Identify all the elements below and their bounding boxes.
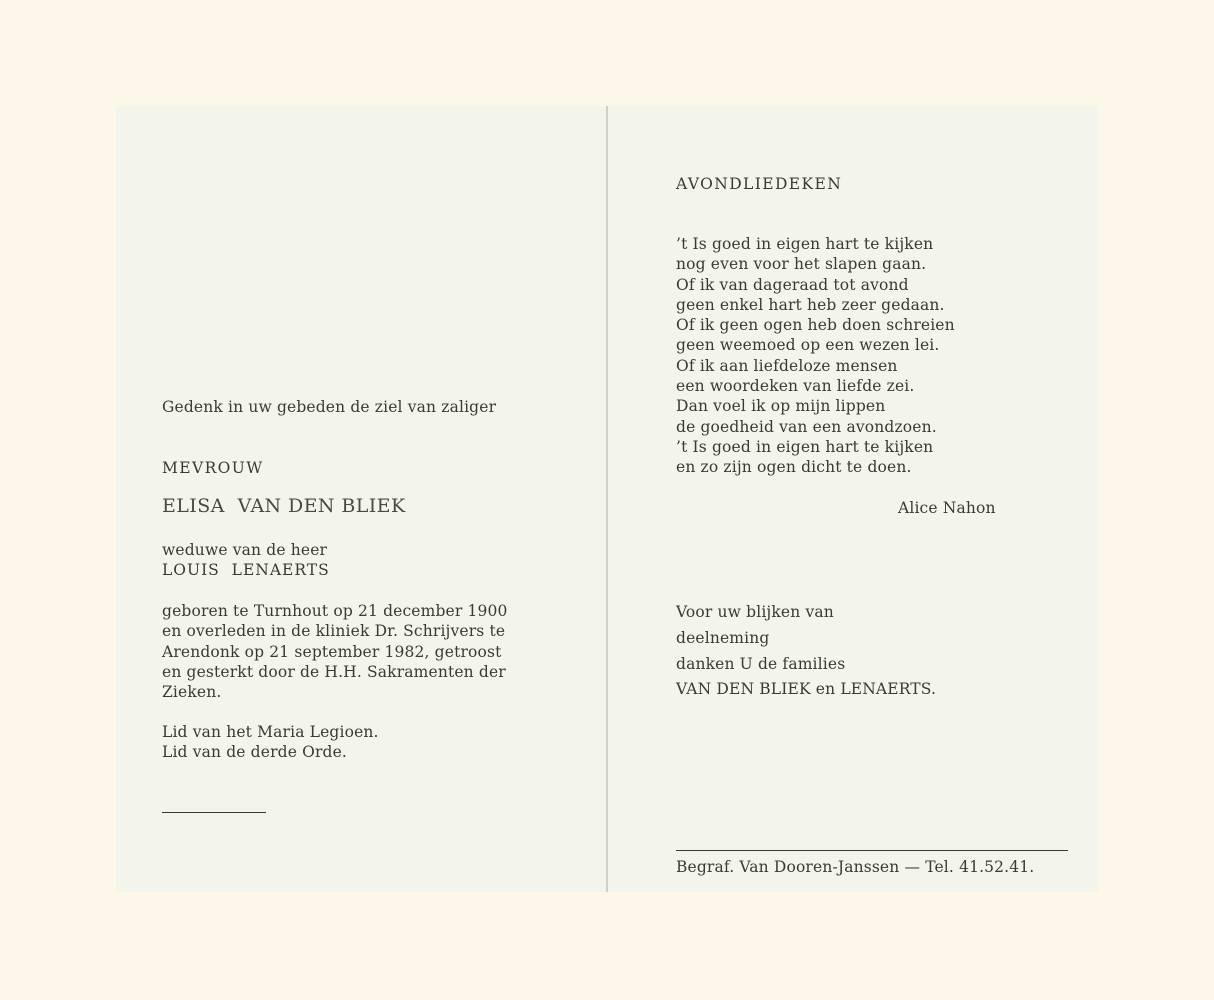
memorial-card xyxy=(116,106,1098,892)
membership-line: Lid van het Maria Legioen. xyxy=(162,723,379,741)
thanks-line: Voor uw blijken van xyxy=(676,603,834,621)
bio-line: en gesterkt door de H.H. Sakramenten der xyxy=(162,662,506,681)
thanks xyxy=(676,600,936,703)
poem-line: ’t Is goed in eigen hart te kijken xyxy=(676,437,934,456)
left-panel xyxy=(116,106,606,892)
poem xyxy=(676,234,955,478)
bio-line: Zieken. xyxy=(162,683,222,702)
bio-line: geboren te Turnhout op 21 december 1900 xyxy=(162,602,508,620)
bio-line: en overleden in de kliniek Dr. Schrijvers te xyxy=(162,622,506,641)
footer-divider xyxy=(676,850,1068,851)
intro-text: Gedenk in uw gebeden de ziel van zaliger xyxy=(162,398,497,416)
title-text: MEVROUW xyxy=(162,459,264,477)
thanks-line: danken U de families xyxy=(676,654,846,673)
bio-line: Arendonk op 21 september 1982, getroost xyxy=(162,642,502,661)
poem-line: en zo zijn ogen dicht te doen. xyxy=(676,458,912,477)
deceased-name: ELISA VAN DEN BLIEK xyxy=(162,495,406,517)
poem-line: een woordeken van liefde zei. xyxy=(676,377,915,396)
poem-author: Alice Nahon xyxy=(898,499,996,517)
poem-line: Of ik aan liefdeloze mensen xyxy=(676,356,898,375)
biography xyxy=(162,601,508,702)
poem-line: geen enkel hart heb zeer gedaan. xyxy=(676,295,945,314)
membership-line: Lid van de derde Orde. xyxy=(162,743,347,762)
husband-name: LOUIS LENAERTS xyxy=(162,561,330,579)
left-divider xyxy=(162,812,266,813)
poem-line: de goedheid van een avondzoen. xyxy=(676,417,937,436)
memberships xyxy=(162,722,379,763)
poem-line: geen weemoed op een wezen lei. xyxy=(676,336,940,355)
right-panel xyxy=(608,106,1098,892)
widow-line: weduwe van de heer xyxy=(162,541,328,559)
poem-line: Of ik geen ogen heb doen schreien xyxy=(676,316,955,335)
poem-title: AVONDLIEDEKEN xyxy=(676,175,843,193)
poem-line: nog even voor het slapen gaan. xyxy=(676,255,927,274)
poem-line: Dan voel ik op mijn lippen xyxy=(676,397,886,416)
poem-line: ’t Is goed in eigen hart te kijken xyxy=(676,235,934,253)
funeral-director-footer: Begraf. Van Dooren-Janssen — Tel. 41.52.41. xyxy=(676,858,1035,876)
thanks-line: VAN DEN BLIEK en LENAERTS. xyxy=(676,680,937,699)
poem-line: Of ik van dageraad tot avond xyxy=(676,275,909,294)
thanks-line: deelneming xyxy=(676,628,770,647)
